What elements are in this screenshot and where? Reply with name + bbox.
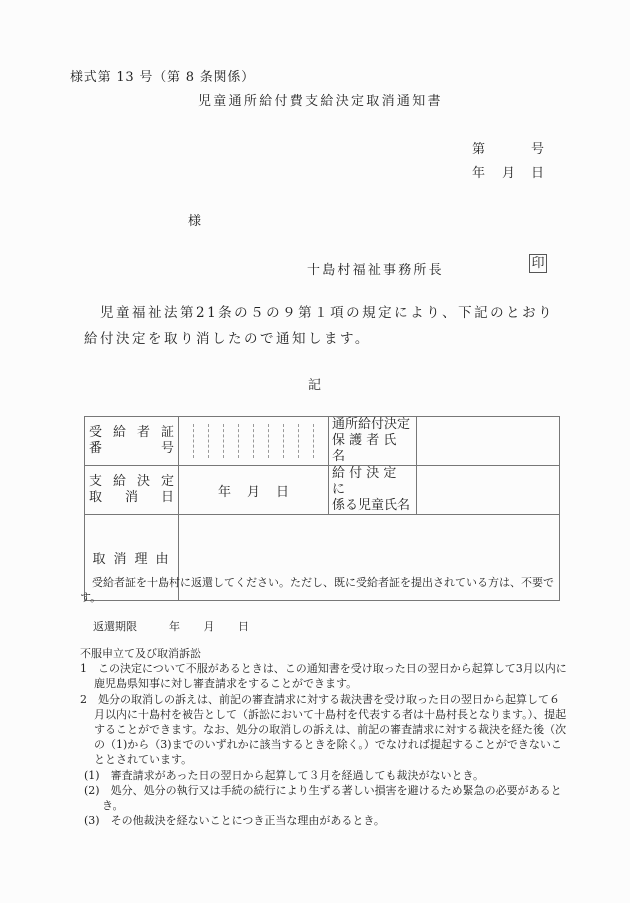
cert-digit-cell[interactable] xyxy=(284,424,299,458)
cert-label-char: 番 xyxy=(89,441,103,456)
document-number-suffix: 号 xyxy=(531,142,545,157)
cert-label xyxy=(85,417,179,466)
cancel-date-year: 年 xyxy=(217,484,231,500)
cancel-date-field[interactable] xyxy=(179,466,329,515)
cert-number-field[interactable] xyxy=(179,417,329,466)
cert-digit-cell[interactable] xyxy=(254,424,269,458)
cancel-label-char: 消 xyxy=(124,490,138,505)
exception-item-1: (1) 審査請求があった日の翌日から起算して３月を経過しても裁決がないとき。 xyxy=(84,768,485,782)
ki-heading: 記 xyxy=(308,378,322,393)
reason-label: 取消理由 xyxy=(85,515,179,601)
appeal-heading: 不服申立て及び取消訴訟 xyxy=(80,647,201,660)
form-number: 様式第 13 号（第 8 条関係） xyxy=(70,70,255,85)
cancel-label-char: 取 xyxy=(89,490,103,505)
cert-digit-cell[interactable] xyxy=(224,424,239,458)
date-month: 月 xyxy=(502,166,516,181)
cert-label-char: 証 xyxy=(160,425,174,440)
date-year: 年 xyxy=(472,166,486,181)
cancel-date-label xyxy=(85,466,179,515)
cert-label-char: 受 xyxy=(89,425,103,440)
cert-label-char: 給 xyxy=(112,425,126,440)
cancel-date-day: 日 xyxy=(276,484,290,500)
return-notice: 受給者証を十島村に返還してください。ただし、既に受給者証を提出されている方は、不要です。 xyxy=(80,576,554,604)
cert-label-char: 号 xyxy=(160,441,174,456)
appeal-section xyxy=(80,646,570,828)
deadline-date: 年 月 日 xyxy=(169,620,259,633)
cert-digit-cell[interactable] xyxy=(314,424,328,458)
cert-digit-cell[interactable] xyxy=(194,424,209,458)
info-table xyxy=(84,416,560,601)
appeal-item-2: 2 処分の取消しの訴えは、前記の審査請求に対する裁決書を受け取った日の翌日から起算して６月以内に十島村を被告として（訴訟において十島村を代表する者は十島村長となります。）、提起することができます。なお、処分の取消しの訴えは、前記の審査請求に対する裁決を経た後（次の（1)から（3)までのいずれかに該当するときを除く。）でなければ提起することができないこととされています。 xyxy=(80,692,567,767)
table-row-certificate xyxy=(85,417,560,466)
recipient-honorific: 様 xyxy=(188,214,202,229)
cert-digit-cell[interactable] xyxy=(239,424,254,458)
guardian-name-field[interactable] xyxy=(417,417,560,466)
seal-mark: 印 xyxy=(529,254,547,273)
cancel-label-char: 定 xyxy=(160,474,174,489)
cert-digit-cell[interactable] xyxy=(299,424,314,458)
cert-digit-cell[interactable] xyxy=(209,424,224,458)
child-name-field[interactable] xyxy=(417,466,560,515)
cancel-label-char: 支 xyxy=(89,474,103,489)
child-label xyxy=(329,466,417,515)
body-paragraph: 児童福祉法第21条の５の９第１項の規定により、下記のとおり給付決定を取り消したので通知します。 xyxy=(84,305,555,347)
date-day: 日 xyxy=(531,166,545,181)
document-number: 第 xyxy=(472,142,486,157)
return-deadline xyxy=(93,618,259,634)
guardian-label-bottom: 保 護 者 氏 名 xyxy=(332,433,397,464)
cancel-label-char: 日 xyxy=(160,490,174,505)
body-text xyxy=(84,300,564,352)
cert-digit-cell[interactable] xyxy=(269,424,284,458)
deadline-label: 返還期限 xyxy=(93,620,137,633)
appeal-item-1: 1 この決定について不服があるときは、この通知書を受け取った日の翌日から起算して3月以内に鹿児島県知事に対し審査請求をすることができます。 xyxy=(80,662,567,691)
cancel-date-month: 月 xyxy=(246,484,260,500)
cert-label-char: 者 xyxy=(136,425,150,440)
cancel-label-char: 決 xyxy=(136,474,150,489)
document-title: 児童通所給付費支給決定取消通知書 xyxy=(198,94,443,109)
child-label-bottom: 係る児童氏名 xyxy=(332,498,411,513)
table-row-cancel-date xyxy=(85,466,560,515)
exception-item-3: (3) その他裁決を経ないことにつき正当な理由があるとき。 xyxy=(84,814,385,828)
exception-item-2: (2) 処分、処分の執行又は手続の続行により生ずる著しい損害を避けるため緊急の必要があるとき。 xyxy=(84,783,562,813)
guardian-label-top: 通所給付決定 xyxy=(332,417,411,432)
cert-digit-cell[interactable] xyxy=(179,424,194,458)
child-label-top: 給 付 決 定 に xyxy=(332,466,397,497)
sender-name: 十島村福祉事務所長 xyxy=(307,263,444,278)
guardian-label xyxy=(329,417,417,466)
cancel-label-char: 給 xyxy=(112,474,126,489)
